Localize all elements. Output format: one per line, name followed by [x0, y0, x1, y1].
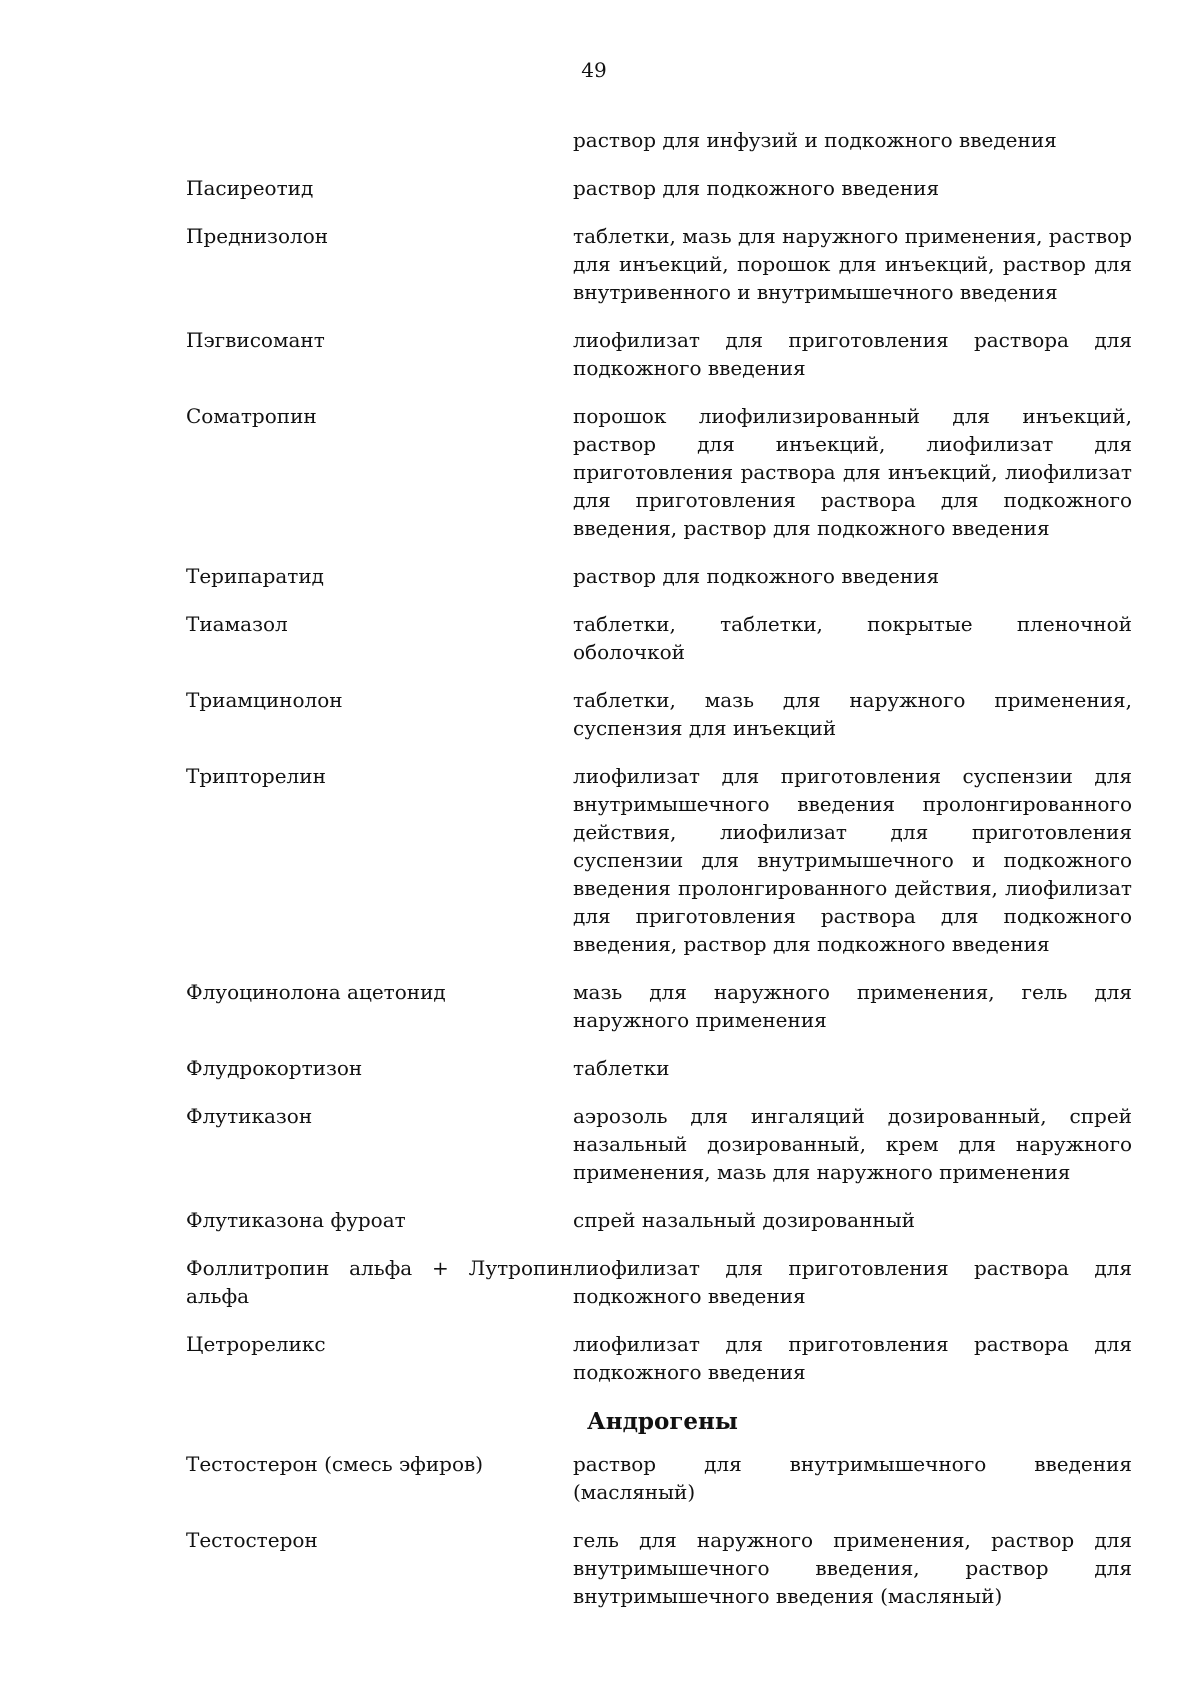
dosage-forms: лиофилизат для приготовления раствора для подкожного введения [573, 328, 1132, 380]
drug-row [186, 562, 1132, 590]
drug-name [186, 126, 573, 154]
drug-name: Тестостерон (смесь эфиров) [186, 1452, 484, 1476]
drug-name: Преднизолон [186, 224, 329, 248]
drug-row [186, 1254, 1132, 1310]
drug-name: Тиамазол [186, 612, 288, 636]
drug-row [186, 1102, 1132, 1186]
dosage-forms: таблетки, мазь для наружного применения, суспензия для инъекций [573, 688, 1132, 740]
drug-row [186, 126, 1132, 154]
drug-row [186, 1330, 1132, 1386]
drug-row [186, 610, 1132, 666]
drug-row [186, 326, 1132, 382]
drug-row [186, 174, 1132, 202]
dosage-forms: раствор для инфузий и подкожного введения [573, 128, 1057, 152]
dosage-forms: лиофилизат для приготовления суспензии для внутримышечного введения пролонгированного действия, лиофилизат для приготовления суспензии для внутримышечного и подкожного введения пролонгированного действия, лиофилизат для приготовления раствора для подкожного введения, раствор для подкожного введения [573, 764, 1132, 956]
drug-name: Терипаратид [186, 564, 324, 588]
drug-name: Флутиказон [186, 1104, 313, 1128]
drug-row [186, 1054, 1132, 1082]
drug-row [186, 1206, 1132, 1234]
dosage-forms: мазь для наружного применения, гель для наружного применения [573, 980, 1132, 1032]
drug-name: Цетрореликс [186, 1332, 326, 1356]
dosage-forms: таблетки [573, 1056, 670, 1080]
dosage-forms: раствор для подкожного введения [573, 176, 940, 200]
dosage-forms: аэрозоль для ингаляций дозированный, спрей назальный дозированный, крем для наружного применения, мазь для наружного применения [573, 1104, 1132, 1184]
drug-name: Пэгвисомант [186, 328, 325, 352]
drug-list [186, 126, 1132, 1630]
drug-name: Тестостерон [186, 1528, 318, 1552]
section-heading: Андрогены [587, 1408, 738, 1435]
page-number: 49 [581, 58, 607, 82]
drug-row [186, 762, 1132, 958]
drug-row [186, 978, 1132, 1034]
drug-row [186, 402, 1132, 542]
dosage-forms: таблетки, мазь для наружного применения, раствор для инъекций, порошок для инъекций, раствор для внутривенного и внутримышечного введения [573, 224, 1132, 304]
drug-name: Соматропин [186, 404, 317, 428]
dosage-forms: спрей назальный дозированный [573, 1208, 916, 1232]
dosage-forms: раствор для внутримышечного введения (масляный) [573, 1452, 1132, 1504]
drug-name: Флутиказона фуроат [186, 1208, 406, 1232]
dosage-forms: гель для наружного применения, раствор для внутримышечного введения, раствор для внутримышечного введения (масляный) [573, 1528, 1132, 1608]
drug-row [186, 1450, 1132, 1506]
drug-name: Флудрокортизон [186, 1056, 363, 1080]
dosage-forms: лиофилизат для приготовления раствора для подкожного введения [573, 1332, 1132, 1384]
drug-name: Триамцинолон [186, 688, 343, 712]
drug-row [186, 1526, 1132, 1610]
drug-row [186, 222, 1132, 306]
drug-name: Трипторелин [186, 764, 326, 788]
dosage-forms: порошок лиофилизированный для инъекций, раствор для инъекций, лиофилизат для приготовления раствора для инъекций, лиофилизат для приготовления раствора для подкожного введения, раствор для подкожного введения [573, 404, 1132, 540]
drug-name: Пасиреотид [186, 176, 314, 200]
dosage-forms: лиофилизат для приготовления раствора для подкожного введения [573, 1256, 1132, 1308]
drug-row [186, 686, 1132, 742]
dosage-forms: таблетки, таблетки, покрытые пленочной оболочкой [573, 612, 1132, 664]
drug-name: Фоллитропин альфа + Лутропин альфа [186, 1256, 573, 1308]
dosage-forms: раствор для подкожного введения [573, 564, 940, 588]
drug-name: Флуоцинолона ацетонид [186, 980, 446, 1004]
